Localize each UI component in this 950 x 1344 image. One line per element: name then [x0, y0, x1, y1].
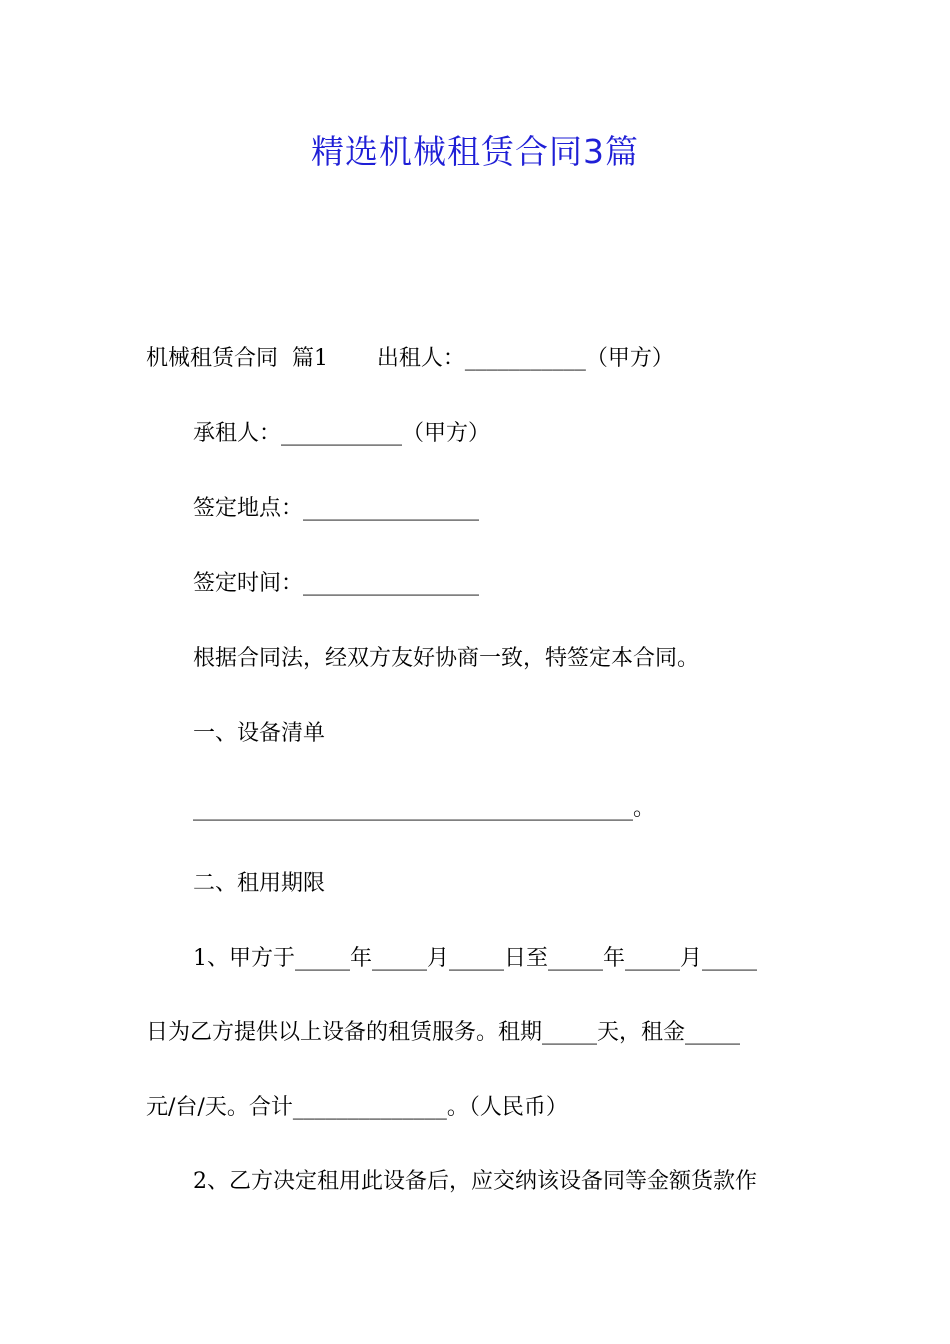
clause-1-line-2: 日为乙方提供以上设备的租赁服务。租期_____天，租金_____ — [146, 1020, 741, 1045]
line-preamble: 根据合同法，经双方友好协商一致，特签定本合同。 — [193, 646, 700, 671]
clause-2-line-1: 2、乙方决定租用此设备后，应交纳该设备同等金额货款作 — [193, 1169, 757, 1194]
line-signing-time: 签定时间：________________ — [193, 571, 480, 596]
line-lessor: 机械租赁合同 篇1 出租人：___________（甲方） — [146, 346, 674, 371]
clause-1-line-1: 1、甲方于_____年_____月_____日至_____年_____月_____ — [193, 946, 757, 971]
section-heading-rental-period: 二、租用期限 — [193, 871, 326, 896]
line-equipment-blank: ________________________________________。 — [193, 796, 656, 821]
document-title: 精选机械租赁合同3篇 — [311, 132, 639, 171]
section-heading-equipment-list: 一、设备清单 — [193, 721, 326, 746]
clause-1-line-3: 元/台/天。合计______________。（人民币） — [146, 1095, 568, 1120]
line-lessee: 承租人：___________（甲方） — [193, 421, 491, 446]
line-signing-place: 签定地点：________________ — [193, 496, 480, 521]
